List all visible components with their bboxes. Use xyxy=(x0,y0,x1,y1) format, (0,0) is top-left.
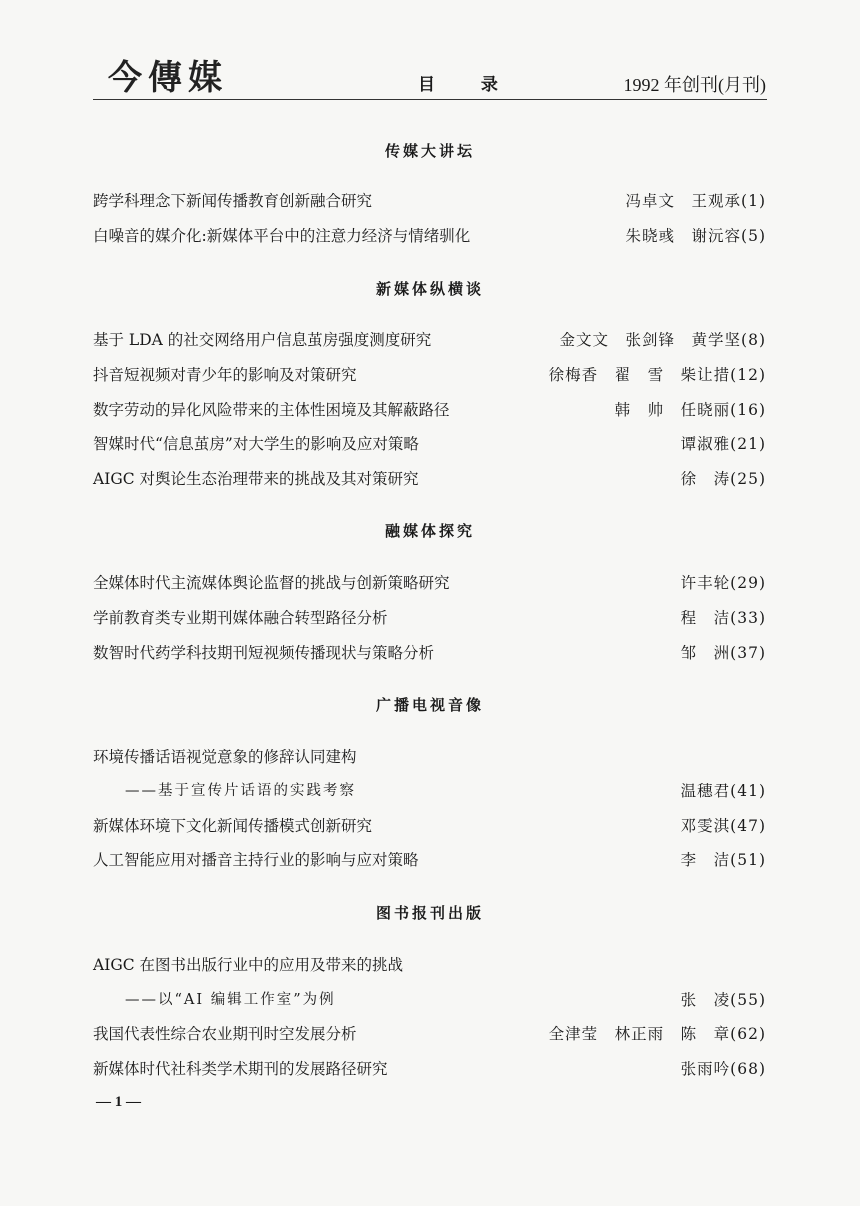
entry-authors-page: 徐 涛(25) xyxy=(680,470,766,488)
entry-authors-page: 冯卓文 王观承(1) xyxy=(625,192,766,210)
toc-entry[interactable] xyxy=(93,1057,766,1081)
entry-title: 新媒体环境下文化新闻传播模式创新研究 xyxy=(93,817,373,835)
section-heading: 融媒体探究 xyxy=(384,522,475,540)
entry-title: 跨学科理念下新闻传播教育创新融合研究 xyxy=(93,192,373,210)
entry-title: 全媒体时代主流媒体舆论监督的挑战与创新策略研究 xyxy=(93,574,450,592)
entry-title: 抖音短视频对青少年的影响及对策研究 xyxy=(93,366,357,384)
entry-subtitle: ——基于宣传片话语的实践考察 xyxy=(125,783,356,799)
entry-title: 基于 LDA 的社交网络用户信息茧房强度测度研究 xyxy=(93,331,432,349)
toc-entry[interactable] xyxy=(93,432,766,456)
toc-entry[interactable] xyxy=(93,745,766,769)
toc-entry[interactable] xyxy=(93,641,766,665)
entry-title: AIGC 在图书出版行业中的应用及带来的挑战 xyxy=(93,956,403,974)
entry-authors-page: 张 凌(55) xyxy=(680,991,766,1009)
toc-entry[interactable] xyxy=(93,363,766,387)
entry-title: 人工智能应用对播音主持行业的影响与应对策略 xyxy=(93,851,419,869)
entry-title: 白噪音的媒介化:新媒体平台中的注意力经济与情绪驯化 xyxy=(93,227,471,245)
toc-entry[interactable] xyxy=(93,189,766,213)
entry-authors-page: 徐梅香 翟 雪 柴让措(12) xyxy=(548,366,766,384)
entry-title: 数字劳动的异化风险带来的主体性困境及其解蔽路径 xyxy=(93,401,450,419)
entry-authors-page: 韩 帅 任晓丽(16) xyxy=(614,401,766,419)
entry-title: 智媒时代“信息茧房”对大学生的影响及应对策略 xyxy=(93,435,419,453)
section-heading: 广播电视音像 xyxy=(375,696,484,714)
entry-authors-page: 温穗君(41) xyxy=(680,782,766,800)
entry-authors-page: 许丰轮(29) xyxy=(680,574,766,592)
page-title: 目 录 xyxy=(418,75,518,95)
entry-authors-page: 邓雯淇(47) xyxy=(680,817,766,835)
toc-entry[interactable] xyxy=(93,606,766,630)
section-heading: 传媒大讲坛 xyxy=(384,142,475,160)
toc-entry[interactable] xyxy=(93,848,766,872)
toc-entry[interactable] xyxy=(93,814,766,838)
toc-entry-subtitle[interactable] xyxy=(93,779,766,803)
entry-title: 我国代表性综合农业期刊时空发展分析 xyxy=(93,1025,357,1043)
entry-authors-page: 邹 洲(37) xyxy=(680,644,766,662)
toc-entry[interactable] xyxy=(93,953,766,977)
entry-authors-page: 张雨吟(68) xyxy=(680,1060,766,1078)
header-divider xyxy=(93,99,767,100)
entry-authors-page: 程 洁(33) xyxy=(680,609,766,627)
toc-entry[interactable] xyxy=(93,571,766,595)
entry-title: 环境传播话语视觉意象的修辞认同建构 xyxy=(93,748,357,766)
toc-entry[interactable] xyxy=(93,467,766,491)
entry-authors-page: 李 洁(51) xyxy=(680,851,766,869)
toc-entry[interactable] xyxy=(93,1022,766,1046)
entry-title: 新媒体时代社科类学术期刊的发展路径研究 xyxy=(93,1060,388,1078)
entry-authors-page: 朱晓彧 谢沅容(5) xyxy=(625,227,766,245)
entry-authors-page: 全津莹 林正雨 陈 章(62) xyxy=(548,1025,766,1043)
entry-title: AIGC 对舆论生态治理带来的挑战及其对策研究 xyxy=(93,470,419,488)
magazine-logo: 今傳媒 xyxy=(108,58,228,98)
section-heading: 图书报刊出版 xyxy=(375,904,484,922)
entry-authors-page: 谭淑雅(21) xyxy=(680,435,766,453)
toc-entry[interactable] xyxy=(93,328,766,352)
toc-entry[interactable] xyxy=(93,398,766,422)
entry-subtitle: ——以“AI 编辑工作室”为例 xyxy=(125,992,336,1008)
publication-info: 1992 年创刊(月刊) xyxy=(623,75,766,95)
toc-entry[interactable] xyxy=(93,224,766,248)
entry-title: 学前教育类专业期刊媒体融合转型路径分析 xyxy=(93,609,388,627)
section-heading: 新媒体纵横谈 xyxy=(375,280,484,298)
entry-title: 数智时代药学科技期刊短视频传播现状与策略分析 xyxy=(93,644,435,662)
page-number: — 1 — xyxy=(96,1094,141,1110)
toc-entry-subtitle[interactable] xyxy=(93,988,766,1012)
entry-authors-page: 金文文 张剑锋 黄学坚(8) xyxy=(559,331,766,349)
